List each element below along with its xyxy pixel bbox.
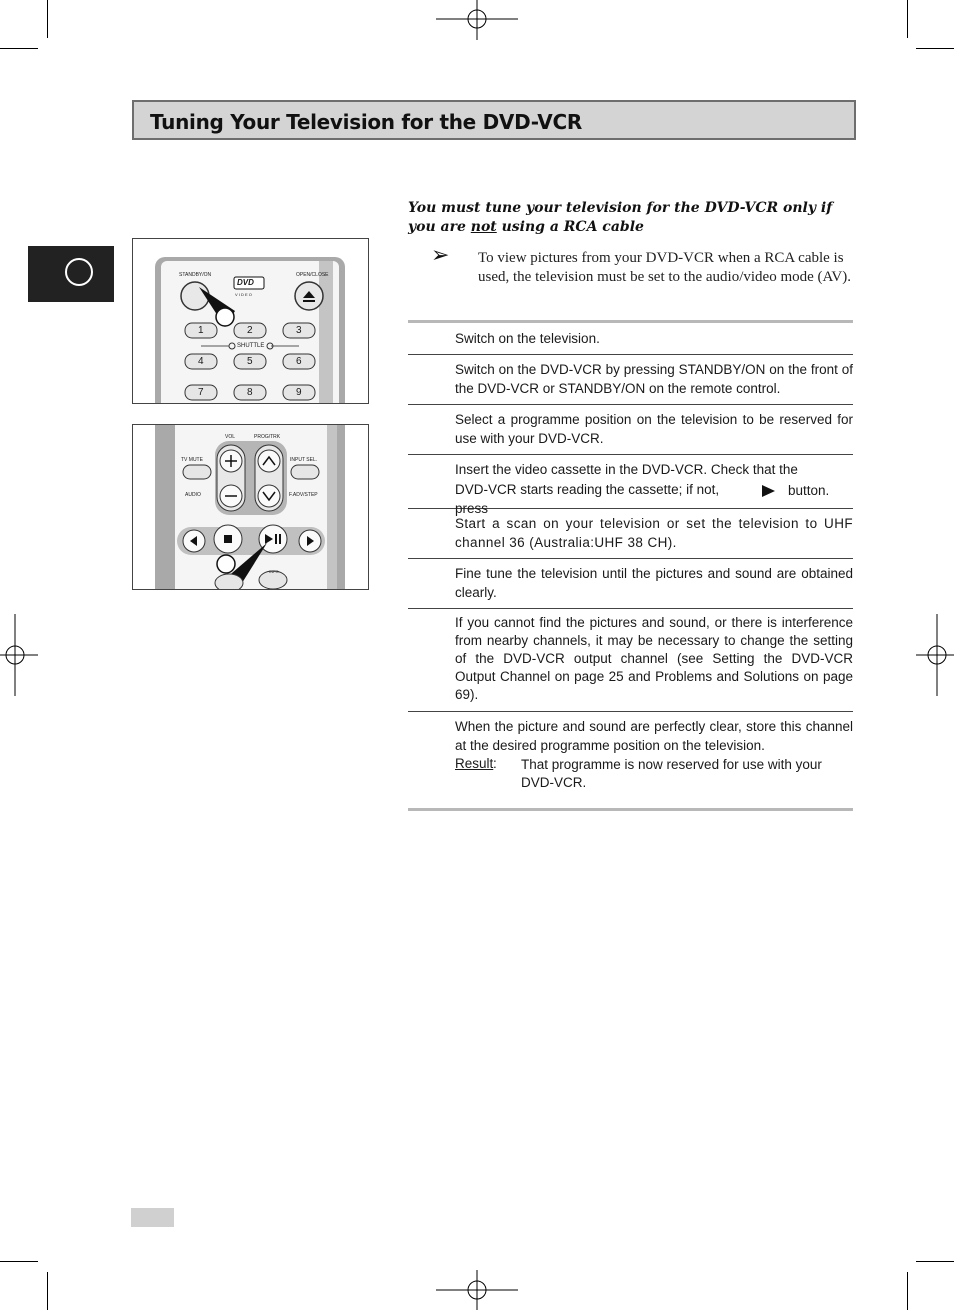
- remote-illustration-bottom: [132, 424, 369, 590]
- step-divider: [408, 558, 853, 559]
- crop-mark: [916, 1261, 954, 1262]
- registration-mark: [0, 614, 40, 696]
- step-4-text-line1: Insert the video cassette in the DVD-VCR. Check that the: [455, 462, 798, 477]
- step-3-text: Select a programme position on the television to be reserved for use with your DVD-VCR.: [455, 412, 853, 446]
- intro-text-underlined: not: [470, 219, 497, 235]
- note-text: To view pictures from your DVD-VCR when a RCA cable is used, the television must be set to the audio/video mode (AV).: [478, 250, 851, 285]
- remote-top-svg: [133, 239, 369, 404]
- key-7: 7: [198, 387, 204, 398]
- audio-label: AUDIO: [185, 492, 201, 498]
- key-1: 1: [198, 325, 204, 336]
- step-divider: [408, 354, 853, 355]
- page-title: Tuning Your Television for the DVD-VCR: [150, 110, 582, 134]
- result-colon: :: [493, 756, 497, 771]
- shuttle-label: SHUTTLE: [237, 343, 265, 349]
- step-5-text: Start a scan on your television or set the television to UHF channel 36 (Australia:UHF 38 CH).: [455, 516, 853, 550]
- crop-mark: [0, 1261, 38, 1262]
- intro-text-start: You must tune your television for the DVD-VCR only if you are: [408, 200, 833, 235]
- registration-mark: [436, 1270, 518, 1310]
- tv-mute-label: TV MUTE: [181, 457, 203, 463]
- section-tab: [28, 246, 114, 302]
- result-text: That programme is now reserved for use with your DVD-VCR.: [521, 757, 822, 790]
- dvd-logo-sub: V I D E O: [235, 292, 252, 297]
- crop-mark: [916, 48, 954, 49]
- intro-text-end: using a RCA cable: [496, 219, 644, 235]
- step-4-text-line2: DVD-VCR starts reading the cassette; if not, press: [455, 482, 720, 516]
- crop-mark: [907, 1272, 908, 1310]
- remote-bottom-svg: [133, 425, 369, 590]
- key-3: 3: [296, 325, 302, 336]
- open-close-label: OPEN/CLOSE: [296, 272, 329, 278]
- remote-illustration-top: [132, 238, 369, 404]
- step-7-text: If you cannot find the pictures and sound, or there is interference from nearby channels, it may be necessary to change the setting of the DVD-VCR output channel (see Setting the DVD-VCR Output Channel on page 25 and Problems and Solutions on page 69).: [455, 615, 853, 702]
- key-9: 9: [296, 387, 302, 398]
- step-divider: [408, 404, 853, 405]
- step-8-text: When the picture and sound are perfectly clear, store this channel at the desired programme position on the television.: [455, 719, 853, 753]
- step-divider: [408, 608, 853, 609]
- registration-mark: [914, 614, 954, 696]
- step-6-text: Fine tune the television until the pictures and sound are obtained clearly.: [455, 566, 853, 600]
- key-2: 2: [247, 325, 253, 336]
- step-4-text-after: button.: [788, 483, 830, 498]
- registration-mark: [436, 0, 518, 42]
- crop-mark: [907, 0, 908, 38]
- step-2-text: Switch on the DVD-VCR by pressing STANDBY/ON on the front of the DVD-VCR or STANDBY/ON on the remote control.: [455, 362, 853, 396]
- crop-mark: [47, 1272, 48, 1310]
- crop-mark: [47, 0, 48, 38]
- page-number-box: [131, 1208, 174, 1227]
- step-divider: [408, 454, 853, 455]
- intro-text: [408, 199, 854, 237]
- crop-mark: [0, 48, 38, 49]
- fadv-step-label: F.ADV/STEP: [289, 492, 318, 498]
- standby-label: STANDBY/ON: [179, 272, 212, 278]
- steps-top-rule: [408, 320, 853, 323]
- step-1-text: Switch on the television.: [455, 331, 600, 346]
- page-title-bar: [132, 100, 856, 140]
- vol-label: VOL: [225, 434, 236, 440]
- steps-bottom-rule: [408, 808, 853, 811]
- dvd-logo: DVD: [237, 278, 254, 287]
- result-label: Result: [455, 756, 494, 771]
- key-6: 6: [296, 356, 302, 367]
- key-4: 4: [198, 356, 204, 367]
- section-tab-circle: [65, 258, 93, 286]
- input-sel-label: INPUT SEL.: [290, 457, 318, 463]
- play-icon: [762, 485, 775, 497]
- note-arrow-icon: ➢: [431, 243, 450, 268]
- key-5: 5: [247, 356, 253, 367]
- step-divider: [408, 711, 853, 712]
- key-8: 8: [247, 387, 253, 398]
- info-label: INFO: [269, 569, 279, 574]
- prog-trk-label: PROG/TRK: [254, 434, 281, 440]
